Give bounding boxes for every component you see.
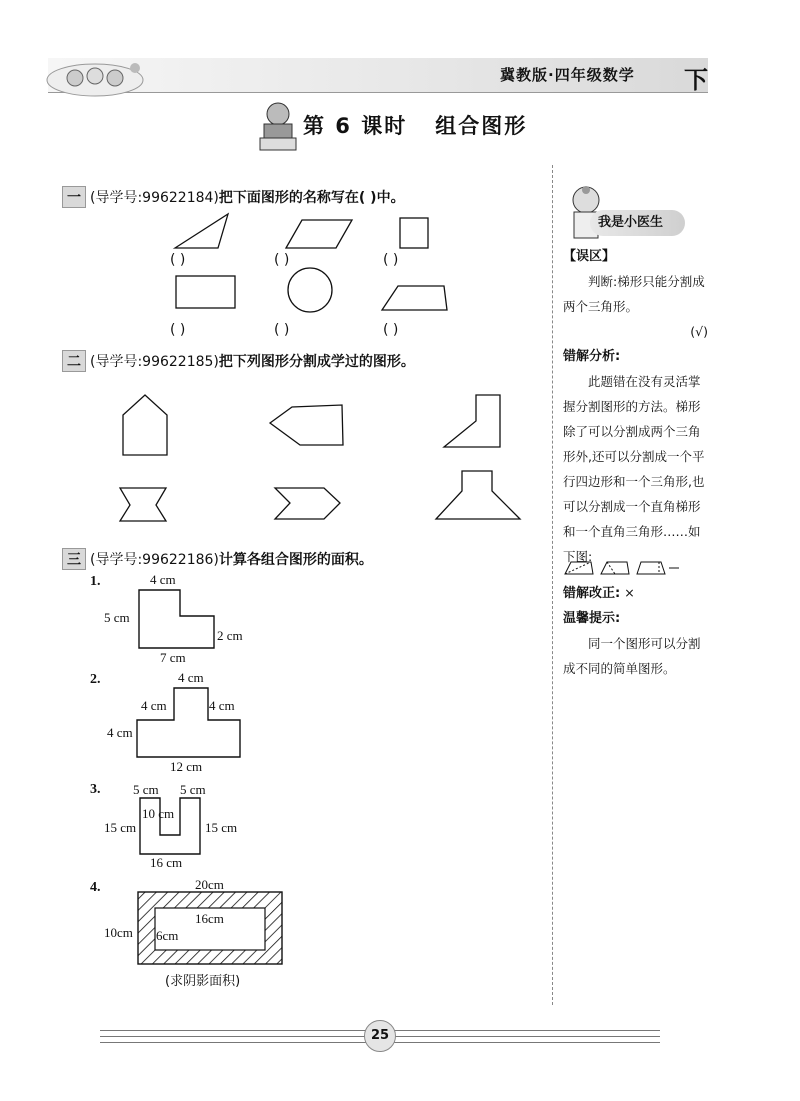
q1-ref: (导学号:99622184) <box>90 190 219 206</box>
sidebar-analysis: 此题错在没有灵活掌握分割图形的方法。梯形除了可以分割成两个三角形外,还可以分割成一个平行四边形和一个三角形,也可以分割成一个直角梯形和一个直角三角形……如下图: <box>563 374 705 564</box>
q2-text: 把下列图形分割成学过的图形。 <box>218 354 415 370</box>
q1-heading <box>62 186 405 208</box>
rectangle-shape <box>176 276 235 308</box>
trapezoid-combo-shape <box>444 395 500 447</box>
pentagon-house-shape <box>123 395 167 455</box>
q2-heading <box>62 350 415 372</box>
sidebar-analysis-title: 错解分析: <box>563 349 621 364</box>
q3-item-2-figure <box>100 672 250 767</box>
q3-item-1-label: 7 cm <box>160 650 186 665</box>
lesson-label: 第 6 课时 <box>303 114 408 138</box>
sidebar-judge-mark: (√) <box>690 324 708 339</box>
sidebar-tip-title: 温馨提示: <box>563 611 621 626</box>
q3-item-3-number: 3. <box>90 782 101 797</box>
irregular-pentagon-shape <box>270 405 343 445</box>
q1-blank-4[interactable]: ( ) <box>170 322 186 338</box>
q1-blank-5[interactable]: ( ) <box>274 322 290 338</box>
lesson-topic: 组合图形 <box>435 114 528 138</box>
trapezoid-shape <box>382 286 447 310</box>
q1-shapes <box>160 210 460 330</box>
page-number: 25 <box>364 1020 396 1052</box>
q1-number: 一 <box>62 186 86 208</box>
circle-shape <box>288 268 332 312</box>
q1-text: 把下面图形的名称写在( )中。 <box>218 190 405 206</box>
q3-item-2-label: 4 cm <box>141 698 167 713</box>
lamp-shape <box>436 471 520 519</box>
sidebar-zone: 【误区】 <box>563 249 616 264</box>
q3-item-4-number: 4. <box>90 880 101 895</box>
q3-item-1-number: 1. <box>90 574 101 589</box>
q3-item-2-label: 12 cm <box>170 759 203 774</box>
q3-number: 三 <box>62 548 86 570</box>
q3-item-4-label: 6cm <box>156 928 179 943</box>
teacher-icon <box>258 100 298 152</box>
q3-item-2-number: 2. <box>90 672 101 687</box>
sidebar-judge: 判断:梯形只能分割成两个三角形。 <box>563 274 705 314</box>
q3-item-3-label: 5 cm <box>180 782 206 797</box>
q1-blank-3[interactable]: ( ) <box>383 252 399 268</box>
q3-item-1-label: 2 cm <box>217 628 243 643</box>
sidebar-correct-mark: × <box>624 585 635 600</box>
q2-number: 二 <box>62 350 86 372</box>
arrow-shape <box>275 488 340 519</box>
sidebar-content-2 <box>563 580 708 681</box>
parallelogram-shape <box>286 220 352 248</box>
q3-item-3-label: 16 cm <box>150 855 183 870</box>
hourglass-shape <box>120 488 166 521</box>
lesson-title <box>303 110 527 140</box>
square-shape <box>400 218 428 248</box>
q3-item-3-label: 15 cm <box>205 820 238 835</box>
q3-item-1-label: 4 cm <box>150 572 176 587</box>
q3-item-1-label: 5 cm <box>104 610 130 625</box>
q3-item-3-label: 10 cm <box>142 806 175 821</box>
q3-item-2-label: 4 cm <box>209 698 235 713</box>
kids-logo-icon <box>40 50 150 100</box>
q3-item-4-label: 10cm <box>104 925 133 940</box>
q1-blank-1[interactable]: ( ) <box>170 252 186 268</box>
header-volume: 下 <box>684 66 708 94</box>
q3-item-4-label: 20cm <box>195 877 224 892</box>
triangle-shape <box>175 214 228 248</box>
q2-ref: (导学号:99622185) <box>90 354 219 370</box>
sidebar-tip: 同一个图形可以分割成不同的简单图形。 <box>563 636 701 676</box>
sidebar-content <box>563 244 708 569</box>
q3-item-4-note: (求阴影面积) <box>165 974 241 989</box>
q1-blank-6[interactable]: ( ) <box>383 322 399 338</box>
sidebar-title: 我是小医生 <box>590 210 685 236</box>
q3-text: 计算各组合图形的面积。 <box>218 552 373 568</box>
q1-blank-2[interactable]: ( ) <box>274 252 290 268</box>
trapezoid-split-icons <box>563 558 683 578</box>
q3-item-3-label: 15 cm <box>104 820 137 835</box>
q3-heading <box>62 548 373 570</box>
q3-item-2-label: 4 cm <box>107 725 133 740</box>
q3-item-2-label: 4 cm <box>178 670 204 685</box>
q3-item-3-label: 5 cm <box>133 782 159 797</box>
header-text: 冀教版·四年级数学 <box>500 66 635 84</box>
q3-item-4-label: 16cm <box>195 911 224 926</box>
q3-ref: (导学号:99622186) <box>90 552 219 568</box>
sidebar-correct-title: 错解改正: <box>563 586 621 601</box>
q2-shapes <box>100 385 540 530</box>
column-divider <box>552 165 553 1005</box>
